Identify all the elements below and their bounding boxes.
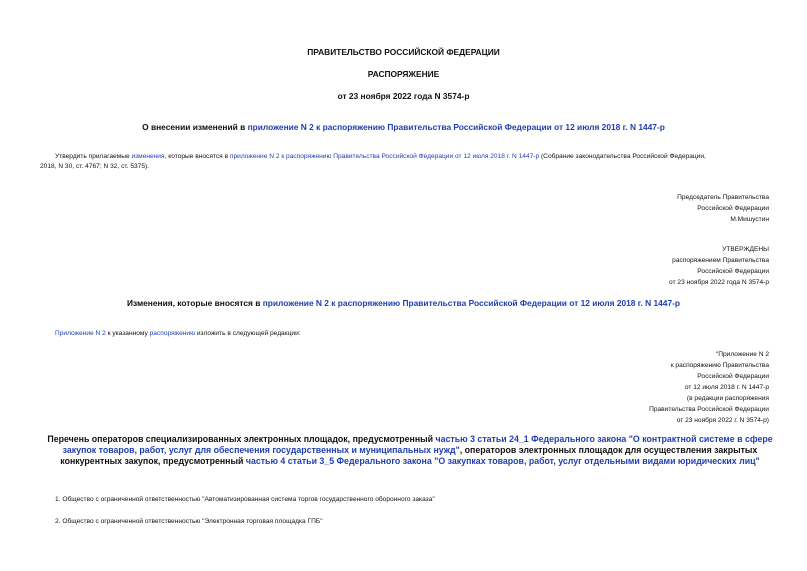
annex-line-1: "Приложение N 2 — [715, 351, 769, 358]
instruction-paragraph — [55, 329, 755, 338]
approved-line-1: УТВЕРЖДЕНЫ — [722, 246, 769, 253]
list-title-link-44fz[interactable]: частью 3 статьи 24_1 Федерального закона "О контрактной системе в сфере закупок товаров, работ, услуг для обеспечения государственных и муниципальных нужд" — [62, 434, 773, 455]
list-item: 1. Общество с ограниченной ответственностью "Автоматизированная система торгов государственного оборонного заказа" — [55, 496, 435, 503]
approved-line-2: распоряжением Правительства — [672, 257, 769, 264]
changes-title-link[interactable]: приложение N 2 к распоряжению Правительства Российской Федерации от 12 июля 2018 г. N 1447-р — [262, 298, 681, 308]
annex-line-3: Российской Федерации — [697, 373, 769, 380]
changes-title-prefix: Изменения, которые вносятся в — [126, 298, 263, 308]
title-prefix: О внесении изменений в — [142, 122, 248, 132]
annex-line-6: Правительства Российской Федерации — [649, 406, 769, 413]
intro-paragraph — [40, 152, 775, 171]
instruction-link-order[interactable]: распоряжению — [149, 330, 196, 337]
instruction-text-1: к указанному — [105, 330, 150, 337]
signature-line-3: М.Мишустин — [730, 216, 769, 223]
approved-block — [560, 245, 769, 287]
annex-line-4: от 12 июля 2018 г. N 1447-р — [684, 384, 769, 391]
approved-line-4: от 23 ноября 2022 года N 3574-р — [669, 279, 769, 286]
list-title — [40, 434, 780, 467]
intro-line-2: 2018, N 30, ст. 4767; N 32, ст. 5375). — [40, 163, 150, 170]
signature-line-2: Российской Федерации — [697, 205, 769, 212]
annex-header-block — [560, 350, 769, 425]
annex-line-2: к распоряжению Правительства — [670, 362, 769, 369]
signature-block — [560, 193, 769, 224]
list-item: 2. Общество с ограниченной ответственностью "Электронная торговая площадка ГПБ" — [55, 518, 323, 525]
title-link[interactable]: приложение N 2 к распоряжению Правительства Российской Федерации от 12 июля 2018 г. N 1447-р — [247, 122, 665, 132]
annex-line-7: от 23 ноября 2022 г. N 3574-р) — [676, 417, 769, 424]
intro-text-2: , которые вносятся в — [164, 153, 230, 160]
changes-title — [0, 298, 807, 308]
instruction-text-2: изложить в следующей редакции: — [195, 330, 301, 337]
instruction-link-annex[interactable]: Приложение N 2 — [55, 330, 106, 337]
doc-type-heading: РАСПОРЯЖЕНИЕ — [367, 69, 440, 79]
intro-link-changes[interactable]: изменения — [131, 153, 165, 160]
intro-text-3: (Собрание законодательства Российской Федерации, — [539, 153, 706, 160]
annex-line-5: (в редакции распоряжения — [686, 395, 769, 402]
government-heading: ПРАВИТЕЛЬСТВО РОССИЙСКОЙ ФЕДЕРАЦИИ — [307, 47, 500, 57]
document-title — [0, 122, 807, 132]
approved-line-3: Российской Федерации — [697, 268, 769, 275]
date-number-heading: от 23 ноября 2022 года N 3574-р — [337, 91, 470, 101]
list-title-link-223fz[interactable]: частью 4 статьи 3_5 Федерального закона "О закупках товаров, работ, услуг отдельными видами юридических лиц" — [245, 456, 760, 466]
intro-text-1: Утвердить прилагаемые — [55, 153, 132, 160]
list-title-text-1: Перечень операторов специализированных электронных площадок, предусмотренный — [47, 434, 436, 444]
signature-line-1: Председатель Правительства — [677, 194, 769, 201]
list-title-text-2: , операторов электронных площадок для осуществления закрытых конкурентных закупок, предусмотренный — [60, 445, 758, 466]
intro-link-annex[interactable]: приложение N 2 к распоряжению Правительства Российской Федерации от 12 июля 2018 г. N 1447-р — [229, 153, 540, 160]
